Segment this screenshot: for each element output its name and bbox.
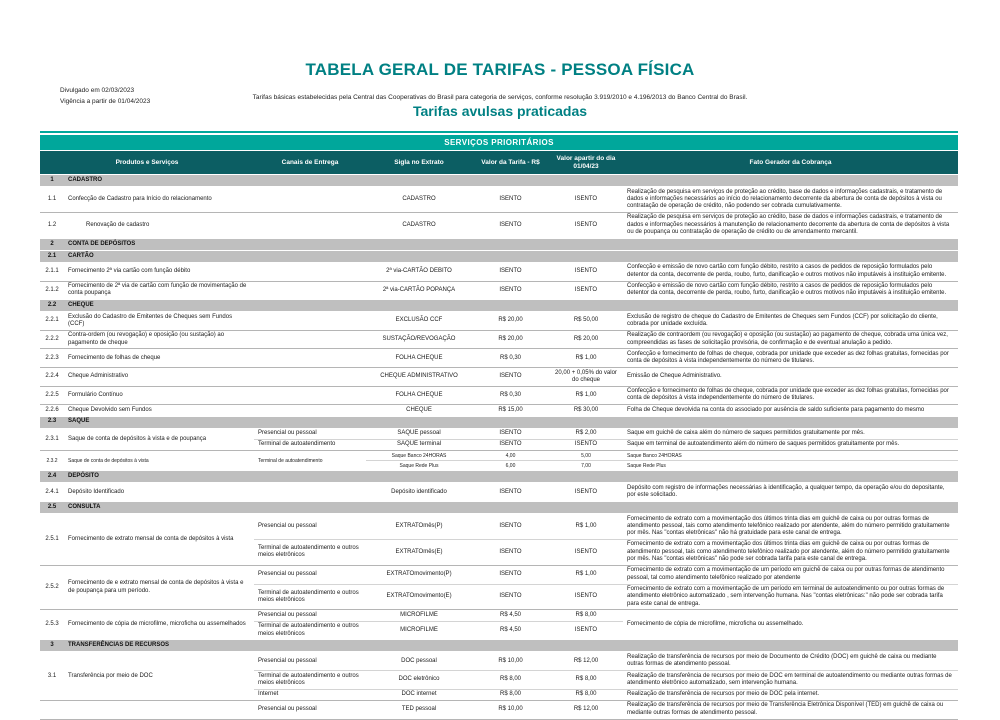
regulation-subtitle: Tarifas básicas estabelecidas pela Central das Cooperativas do Brasil para categoria de serviços, conforme resolução 3.919/2010 e 4.196/2013 do Banco Central do Brasil. [252,94,748,101]
cell-product: Cheque Devolvido sem Fundos [64,405,254,416]
cell-product: Confecção de Cadastro para Início do relacionamento [64,187,254,213]
cell-product: Fornecimento 2ª via cartão com função débito [64,262,254,281]
cell-sigla: MICROFILME [366,610,472,621]
cell-canal: Presencial ou pessoal [254,652,366,671]
col-header-5: Valor apartir do dia 01/04/23 [549,151,623,175]
row-number: 2.4.1 [40,483,64,502]
cell-fato: Folha de Cheque devolvida na conta do associado por ausência de saldo suficiente para pagamento do mesmo [623,405,958,416]
cell-product: Fornecimento de 2ª via de cartão com função de movimentação de conta poupança [64,281,254,300]
cell-valor: R$ 4,50 [472,621,549,640]
cell-canal: Terminal de autoatendimento e outros meios eletrônicos [254,621,366,640]
published-date: Divulgado em 02/03/2023 [60,87,135,94]
cell-valor: ISENTO [472,368,549,387]
cell-valor: ISENTO [472,539,549,565]
table-row [40,187,958,213]
cell-sigla: 2ª via-CARTÃO DEBITO [366,262,472,281]
row-number: 2.2.3 [40,349,64,368]
table-row [40,514,958,540]
tariff-table [40,135,958,720]
table-row [40,386,958,405]
cell-product: Saque de conta de depósitos à vista [64,451,254,471]
cell-sigla: EXTRATOmovimento(P) [366,565,472,584]
cell-fato: Realização de transferência de recursos por meio de DOC em terminal de autoatendimento ou mediante outras formas de atendimento eletrônico automatizado, sem intervenção humana. [623,671,958,690]
section-number: 3 [40,640,64,652]
cell-valor: ISENTO [472,584,549,610]
cell-valor-novo: ISENTO [549,621,623,640]
cell-sigla: FOLHA CHEQUE [366,386,472,405]
cell-fato: Fornecimento de extrato com a movimentação dos últimos trinta dias em guichê de caixa ou por outras formas de atendimento pessoal, tais como atendimento telefônico realizado por atendente, além do número permitido gratuitamente por mês. Nas "contas eletrônicas" não há gratuidade para este canal de entrega. [623,514,958,540]
validity-date: Vigência a partir de 01/04/2023 [60,97,151,105]
section-number: 2.1 [40,250,64,262]
cell-sigla: TED pessoal [366,700,472,719]
section-label: CONTA DE DEPÓSITOS [64,238,958,250]
cell-sigla: CADASTRO [366,212,472,238]
cell-valor-novo: R$ 8,00 [549,671,623,690]
cell-valor: R$ 20,00 [472,330,549,349]
table-row [40,330,958,349]
table-row [40,565,958,584]
cell-fato: Fornecimento de extrato com a movimentação de um período em terminal de autoatendimento ou por outras formas de atendimento eletrônico automatizado , sem intervenção humana. Nas "contas eletrônicas:" não pode ser cobrada tarifa para este canal de entrega. [623,584,958,610]
section-number: 2.4 [40,471,64,483]
table-row [40,312,958,331]
cell-fato: Realização de transferência de recursos por meio de Transferência Eletrônica Disponível (TED) em guichê de caixa ou mediante outras formas de atendimento pessoal. [623,700,958,719]
section-label: CARTÃO [64,250,958,262]
cell-product: Fornecimento de e extrato mensal de conta de depósitos à vista e de poupança para um período. [64,565,254,610]
cell-valor-novo: ISENTO [549,187,623,213]
cell-valor: R$ 8,00 [472,671,549,690]
row-number: 2.5.2 [40,565,64,610]
col-header-6: Fato Gerador da Cobrança [623,151,958,175]
section-number: 2.3 [40,416,64,428]
cell-sigla: DOC eletrônico [366,671,472,690]
cell-fato: Realização de pesquisa em serviços de proteção ao crédito, base de dados e informações cadastrais, e tratamento de dados e informações necessários ao início do relacionamento decorrente da abertura de conta de depósitos à vista ou contratação de operação de crédito, não podendo ser cobrada cumulativamente. [623,187,958,213]
cell-valor: R$ 10,00 [472,700,549,719]
cell-sigla: 2ª via-CARTÃO POPANÇA [366,281,472,300]
tariff-table-container [40,131,958,720]
cell-sigla: EXTRATOmês(P) [366,514,472,540]
cell-product: Fornecimento de cópia de microfilme, microficha ou assemelhados [64,610,254,640]
row-number: 2.1.1 [40,262,64,281]
cell-fato: Saque em terminal de autoatendimento além do número de saques permitidos gratuitamente por mês. [623,439,958,450]
cell-canal [254,405,366,416]
cell-valor-novo: R$ 1,00 [549,386,623,405]
cell-sigla: EXTRATOmovimento(E) [366,584,472,610]
cell-product: Formulário Contínuo [64,386,254,405]
cell-canal [254,349,366,368]
cell-valor: ISENTO [472,187,549,213]
cell-fato: Fornecimento de extrato com a movimentação dos últimos trinta dias em guichê de caixa ou por outras formas de atendimento pessoal, tais como atendimento telefônico realizado por atendente, além do número permitido gratuitamente por mês. Nas "contas eletrônicas" não pode ser cobrada tarifa para este canal de entrega. [623,539,958,565]
cell-canal [254,262,366,281]
section-row-2.2 [40,300,958,312]
row-number: 2.5.3 [40,610,64,640]
cell-canal [254,330,366,349]
cell-valor-novo: R$ 8,00 [549,610,623,621]
cell-canal [254,212,366,238]
cell-valor-novo: ISENTO [549,439,623,450]
cell-valor-novo: 5,00 [549,451,623,461]
cell-product: Depósito Identificado [64,483,254,502]
cell-canal: Terminal de autoatendimento e outros meios eletrônicos [254,539,366,565]
section-label: TRANSFERÊNCIAS DE RECURSOS [64,640,958,652]
cell-fato: Saque Banco 24HORAS [623,451,958,461]
cell-valor-novo: R$ 20,00 [549,330,623,349]
cell-canal: Presencial ou pessoal [254,428,366,439]
section-label: CADASTRO [64,175,958,187]
cell-fato: Realização de transferência de recursos por meio de DOC pela internet. [623,689,958,700]
cell-canal: Internet [254,689,366,700]
cell-valor-novo: 7,00 [549,461,623,471]
cell-sigla: Depósito identificado [366,483,472,502]
col-header-2: Canais de Entrega [254,151,366,175]
cell-fato: Fornecimento de extrato com a movimentação de um período em guichê de caixa ou por outras formas de atendimento pessoal, tal como atendimento telefônico realizado por atendente [623,565,958,584]
cell-product: Cheque Administrativo [64,368,254,387]
row-number: 1.1 [40,187,64,213]
cell-canal: Terminal de autoatendimento [254,439,366,450]
cell-valor: ISENTO [472,439,549,450]
cell-canal: Terminal de autoatendimento e outros meios eletrônicos [254,584,366,610]
cell-fato: Emissão de Cheque Administrativo. [623,368,958,387]
cell-valor: R$ 0,30 [472,349,549,368]
section-number: 2.5 [40,502,64,514]
cell-valor: ISENTO [472,514,549,540]
cell-valor-novo: R$ 30,00 [549,405,623,416]
section-row-2.4 [40,471,958,483]
cell-fato: Exclusão de registro de cheque do Cadastro de Emitentes de Cheques sem Fundos (CCF) por solicitação do cliente, cobrada por unidade excluída. [623,312,958,331]
section-row-2.5 [40,502,958,514]
cell-valor: 4,00 [472,451,549,461]
cell-valor: ISENTO [472,212,549,238]
cell-canal: Presencial ou pessoal [254,700,366,719]
cell-sigla: MICROFILME [366,621,472,640]
cell-valor: R$ 0,30 [472,386,549,405]
cell-valor: R$ 10,00 [472,652,549,671]
cell-valor: R$ 20,00 [472,312,549,331]
section-label: CHEQUE [64,300,958,312]
table-column-headers [40,151,958,175]
cell-fato: Saque Rede Plus [623,461,958,471]
cell-valor-novo: R$ 1,00 [549,349,623,368]
cell-valor-novo: R$ 50,00 [549,312,623,331]
table-row [40,610,958,621]
table-row [40,349,958,368]
cell-product: Exclusão do Cadastro de Emitentes de Cheques sem Fundos (CCF) [64,312,254,331]
cell-valor-novo: R$ 2,00 [549,428,623,439]
cell-fato: Saque em guichê de caixa além do número de saques permitidos gratuitamente por mês. [623,428,958,439]
row-number: 1.2 [40,212,64,238]
row-number: 2.5.1 [40,514,64,566]
row-number: 2.1.2 [40,281,64,300]
cell-canal: Presencial ou pessoal [254,565,366,584]
cell-fato: Confecção e fornecimento de folhas de cheque, cobrada por unidade que exceder as dez folhas gratuitas, fornecidas por conta de depósitos à vista independentemente do número de titulares. [623,386,958,405]
cell-sigla: CHEQUE ADMINISTRATIVO [366,368,472,387]
row-number: 2.2.1 [40,312,64,331]
section-title: Tarifas avulsas praticadas [412,103,588,119]
cell-valor: ISENTO [472,565,549,584]
cell-fato: Depósito com registro de informações necessárias à identificação, a qualquer tempo, da operação e/ou do depositante, por este solicitado. [623,483,958,502]
document-header [0,0,1000,131]
row-number: 2.2.2 [40,330,64,349]
cell-canal: Terminal de autoatendimento e outros meios eletrônicos [254,671,366,690]
top-divider [40,131,958,133]
cell-valor-novo: R$ 1,00 [549,514,623,540]
cell-valor-novo: R$ 12,00 [549,700,623,719]
cell-valor: R$ 8,00 [472,689,549,700]
cell-sigla: SAQUE pessoal [366,428,472,439]
page-title: TABELA GERAL DE TARIFAS - PESSOA FÍSICA [305,60,695,79]
cell-product: Contra-ordem (ou revogação) e oposição (ou sustação) ao pagamento de cheque [64,330,254,349]
cell-sigla: SUSTAÇÃO/REVOGAÇÃO [366,330,472,349]
section-row-3 [40,640,958,652]
row-number: 2.3.1 [40,428,64,451]
cell-valor: ISENTO [472,281,549,300]
cell-canal [254,281,366,300]
cell-sigla: EXCLUSÃO CCF [366,312,472,331]
col-header-4: Valor da Tarifa - R$ [472,151,549,175]
table-row [40,700,958,719]
cell-valor: ISENTO [472,262,549,281]
cell-canal [254,483,366,502]
section-row-2.1 [40,250,958,262]
section-number: 1 [40,175,64,187]
table-row [40,428,958,439]
table-row [40,405,958,416]
table-band [40,135,958,151]
cell-valor: R$ 4,50 [472,610,549,621]
cell-valor-novo: 20,00 + 0,05% do valor do cheque [549,368,623,387]
cell-valor-novo: ISENTO [549,483,623,502]
section-number: 2.2 [40,300,64,312]
cell-product: Fornecimento de folhas de cheque [64,349,254,368]
cell-sigla: Saque Banco 24HORAS [366,451,472,461]
cell-product: Transferência por meio de DOC [64,652,254,701]
section-label: SAQUE [64,416,958,428]
cell-valor-novo: ISENTO [549,584,623,610]
cell-sigla: DOC pessoal [366,652,472,671]
cell-fato: Realização de pesquisa em serviços de proteção ao crédito, base de dados e informações cadastrais, e tratamento de dados e informações necessários à manutenção de relacionamento decorrente da abertura de conta de depósitos à vista ou de poupança ou contratação de operação de crédito ou de arrendamento mercantil. [623,212,958,238]
cell-sigla: CADASTRO [366,187,472,213]
cell-fato: Confecção e emissão de novo cartão com função débito, restrito a casos de pedidos de reposição formulados pelo detentor da conta, decorrente de perda, roubo, furto, danificação e outros motivos não imputáveis à instituição emitente. [623,262,958,281]
cell-sigla: SAQUE terminal [366,439,472,450]
cell-product [64,700,254,719]
cell-fato: Realização de transferência de recursos por meio de Documento de Crédito (DOC) em guichê de caixa ou mediante outras formas de atendimento pessoal. [623,652,958,671]
table-row [40,262,958,281]
table-row [40,652,958,671]
cell-fato: Confecção e fornecimento de folhas de cheque, cobrada por unidade que exceder as dez folhas gratuitas, fornecidas por conta de depósitos à vista independentemente do número de titulares. [623,349,958,368]
section-row-2.3 [40,416,958,428]
cell-fato: Realização de contraordem (ou revogação) e oposição (ou sustação) ao pagamento de cheque, cobrada uma única vez, compreendidas as fases de solicitação provisória, de confirmação e de eventual anulação a pedido. [623,330,958,349]
cell-valor: R$ 15,00 [472,405,549,416]
col-header-3: Sigla no Extrato [366,151,472,175]
cell-valor-novo: ISENTO [549,262,623,281]
table-row [40,368,958,387]
row-number: 2.2.4 [40,368,64,387]
row-number: 2.2.6 [40,405,64,416]
section-label: CONSULTA [64,502,958,514]
cell-canal: Terminal de autoatendimento [254,451,366,471]
table-band-title: SERVIÇOS PRIORITÁRIOS [40,135,958,151]
cell-product: Saque de conta de depósitos à vista e de poupança [64,428,254,451]
cell-canal [254,386,366,405]
cell-product: Fornecimento de extrato mensal de conta de depósitos à vista [64,514,254,566]
table-row [40,483,958,502]
cell-valor-novo: ISENTO [549,212,623,238]
table-row [40,281,958,300]
table-row [40,451,958,461]
cell-valor: ISENTO [472,428,549,439]
table-row [40,212,958,238]
section-row-2 [40,238,958,250]
cell-valor-novo: R$ 1,00 [549,565,623,584]
section-label: DEPÓSITO [64,471,958,483]
cell-valor-novo: ISENTO [549,281,623,300]
cell-valor: ISENTO [472,483,549,502]
cell-product: Renovação de cadastro [64,212,254,238]
cell-canal [254,187,366,213]
cell-sigla: EXTRATOmês(E) [366,539,472,565]
cell-canal: Presencial ou pessoal [254,610,366,621]
cell-sigla: DOC internet [366,689,472,700]
cell-valor-novo: R$ 8,00 [549,689,623,700]
cell-sigla: CHEQUE [366,405,472,416]
cell-fato: Fornecimento de cópia de microfilme, microficha ou assemelhado. [623,610,958,640]
cell-canal: Presencial ou pessoal [254,514,366,540]
section-row-1 [40,175,958,187]
row-number: 2.3.2 [40,451,64,471]
cell-valor-novo: ISENTO [549,539,623,565]
col-header-1: Produtos e Serviços [40,151,254,175]
cell-valor: 6,00 [472,461,549,471]
section-number: 2 [40,238,64,250]
cell-valor-novo: R$ 12,00 [549,652,623,671]
row-number [40,700,64,719]
cell-fato: Confecção e emissão de novo cartão com função débito, restrito a casos de pedidos de reposição formulados pelo detentor da conta, decorrente de perda, roubo, furto, danificação e outros motivos não imputáveis à instituição emitente. [623,281,958,300]
cell-canal [254,368,366,387]
row-number: 3.1 [40,652,64,701]
cell-sigla: FOLHA CHEQUE [366,349,472,368]
row-number: 2.2.5 [40,386,64,405]
cell-canal [254,312,366,331]
cell-sigla: Saque Rede Plus [366,461,472,471]
